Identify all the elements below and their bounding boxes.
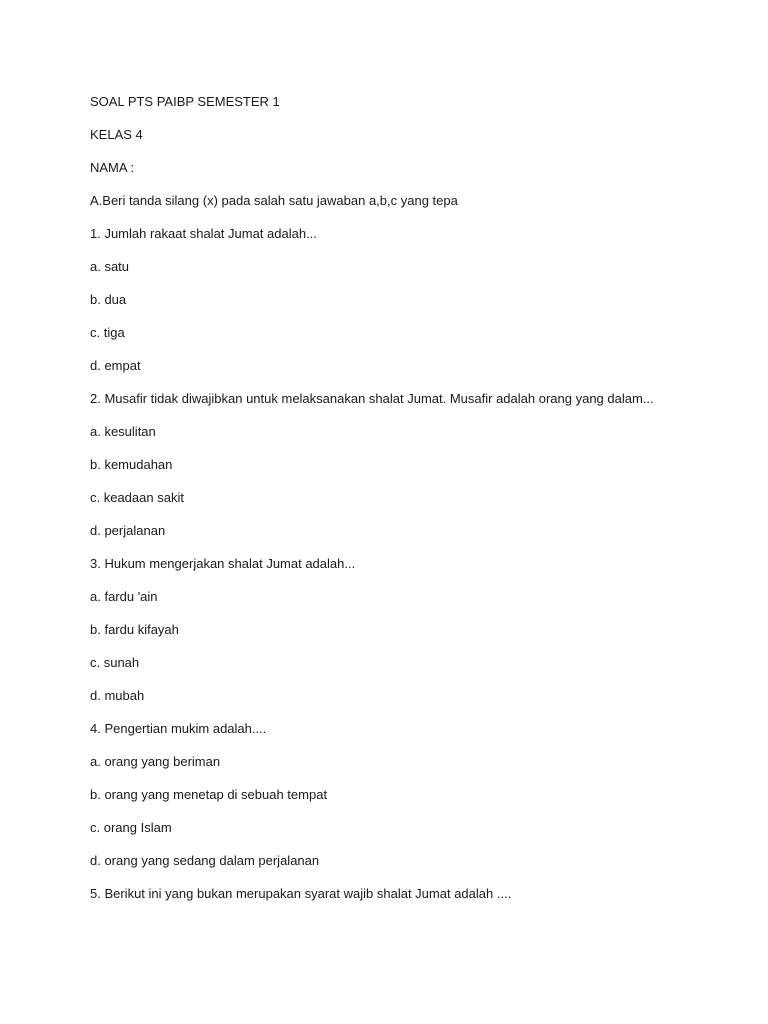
question-2: 2. Musafir tidak diwajibkan untuk melaksanakan shalat Jumat. Musafir adalah orang yang dalam... bbox=[90, 391, 654, 406]
question-3-option-b: b. fardu kifayah bbox=[90, 622, 179, 637]
question-3-option-d: d. mubah bbox=[90, 688, 145, 703]
question-1-option-b: b. dua bbox=[90, 292, 127, 307]
question-3-option-c: c. sunah bbox=[90, 655, 140, 670]
document-title: SOAL PTS PAIBP SEMESTER 1 bbox=[90, 94, 280, 109]
instruction-text: A.Beri tanda silang (x) pada salah satu jawaban a,b,c yang tepa bbox=[90, 193, 458, 208]
question-4: 4. Pengertian mukim adalah.... bbox=[90, 721, 267, 736]
question-1-option-d: d. empat bbox=[90, 358, 141, 373]
question-1-option-a: a. satu bbox=[90, 259, 130, 274]
question-3-option-a: a. fardu 'ain bbox=[90, 589, 158, 604]
question-2-option-d: d. perjalanan bbox=[90, 523, 166, 538]
question-2-option-c: c. keadaan sakit bbox=[90, 490, 184, 505]
question-1-option-c: c. tiga bbox=[90, 325, 125, 340]
question-4-option-a: a. orang yang beriman bbox=[90, 754, 221, 769]
class-label: KELAS 4 bbox=[90, 127, 143, 142]
name-label: NAMA : bbox=[90, 160, 135, 175]
question-2-option-b: b. kemudahan bbox=[90, 457, 173, 472]
question-4-option-b: b. orang yang menetap di sebuah tempat bbox=[90, 787, 328, 802]
question-2-option-a: a. kesulitan bbox=[90, 424, 156, 439]
question-4-option-d: d. orang yang sedang dalam perjalanan bbox=[90, 853, 320, 868]
question-5: 5. Berikut ini yang bukan merupakan syarat wajib shalat Jumat adalah .... bbox=[90, 886, 512, 901]
question-1: 1. Jumlah rakaat shalat Jumat adalah... bbox=[90, 226, 317, 241]
document-content bbox=[90, 93, 730, 918]
question-3: 3. Hukum mengerjakan shalat Jumat adalah... bbox=[90, 556, 356, 571]
question-4-option-c: c. orang Islam bbox=[90, 820, 172, 835]
